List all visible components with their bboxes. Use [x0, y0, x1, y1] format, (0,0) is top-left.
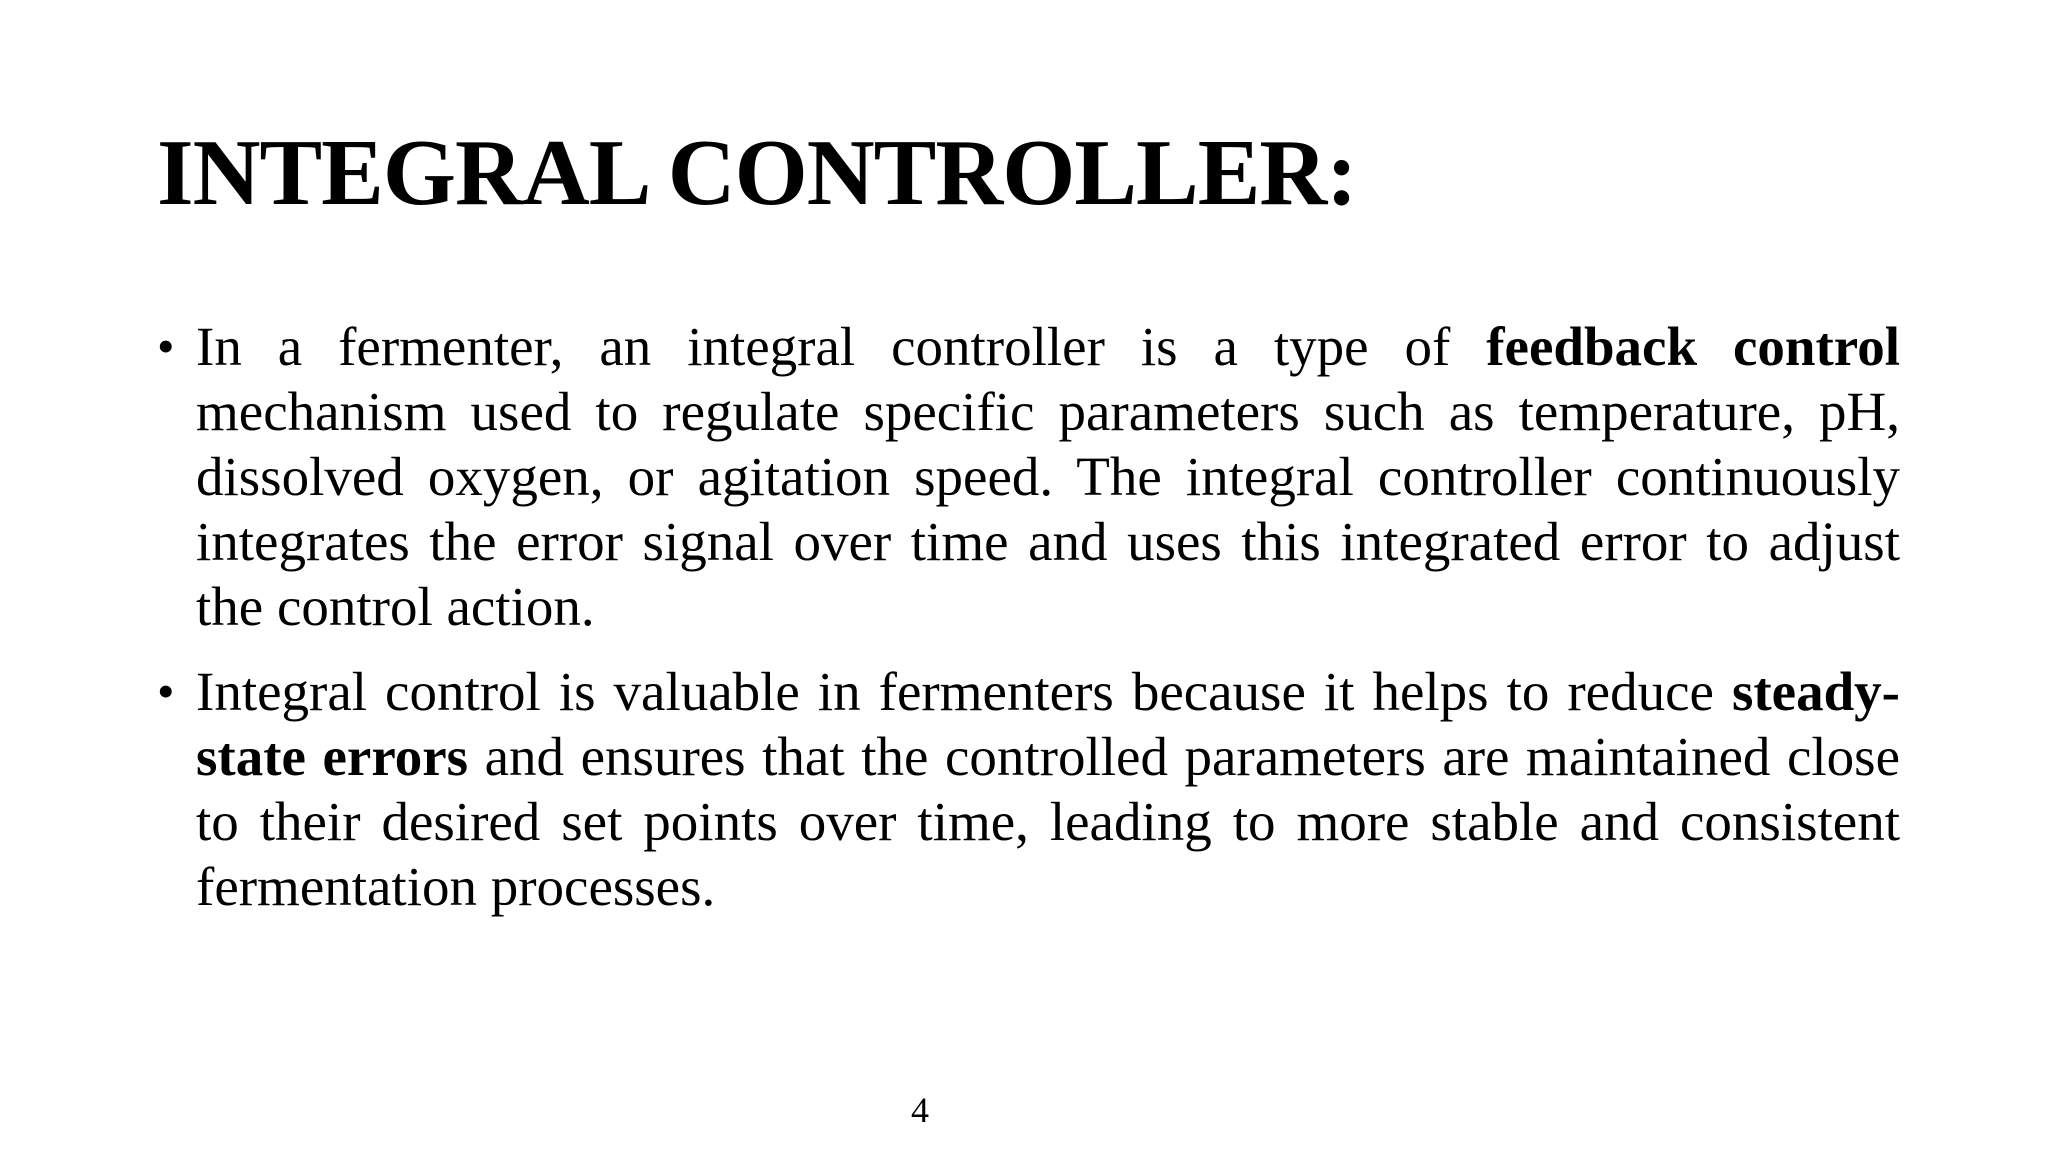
- bullet-item: [157, 314, 1900, 639]
- bullet-item: [157, 659, 1900, 919]
- bullet-text-bold: feedback control: [1486, 316, 1900, 377]
- bullet-text-bold: steady-state errors: [196, 661, 1900, 787]
- bullet-text-segment: and ensures that the controlled parameters are maintained close to their desired set points over time, leading to more stable and consistent fermentation processes.: [196, 726, 1900, 917]
- bullet-marker: •: [157, 663, 175, 719]
- slide-title: INTEGRAL CONTROLLER:: [157, 121, 1357, 225]
- bullet-marker: •: [157, 318, 175, 374]
- page-number: 4: [911, 1090, 929, 1130]
- bullet-text-segment: In a fermenter, an integral controller is a type of: [196, 316, 1487, 377]
- bullet-list: [157, 314, 1900, 939]
- bullet-text-segment: mechanism used to regulate specific parameters such as temperature, pH, dissolved oxygen, or agitation speed. The integral controller continuously integrates the error signal over time and uses this integrated error to adjust the control action.: [196, 381, 1900, 637]
- bullet-text-segment: Integral control is valuable in fermenters because it helps to reduce: [196, 661, 1732, 722]
